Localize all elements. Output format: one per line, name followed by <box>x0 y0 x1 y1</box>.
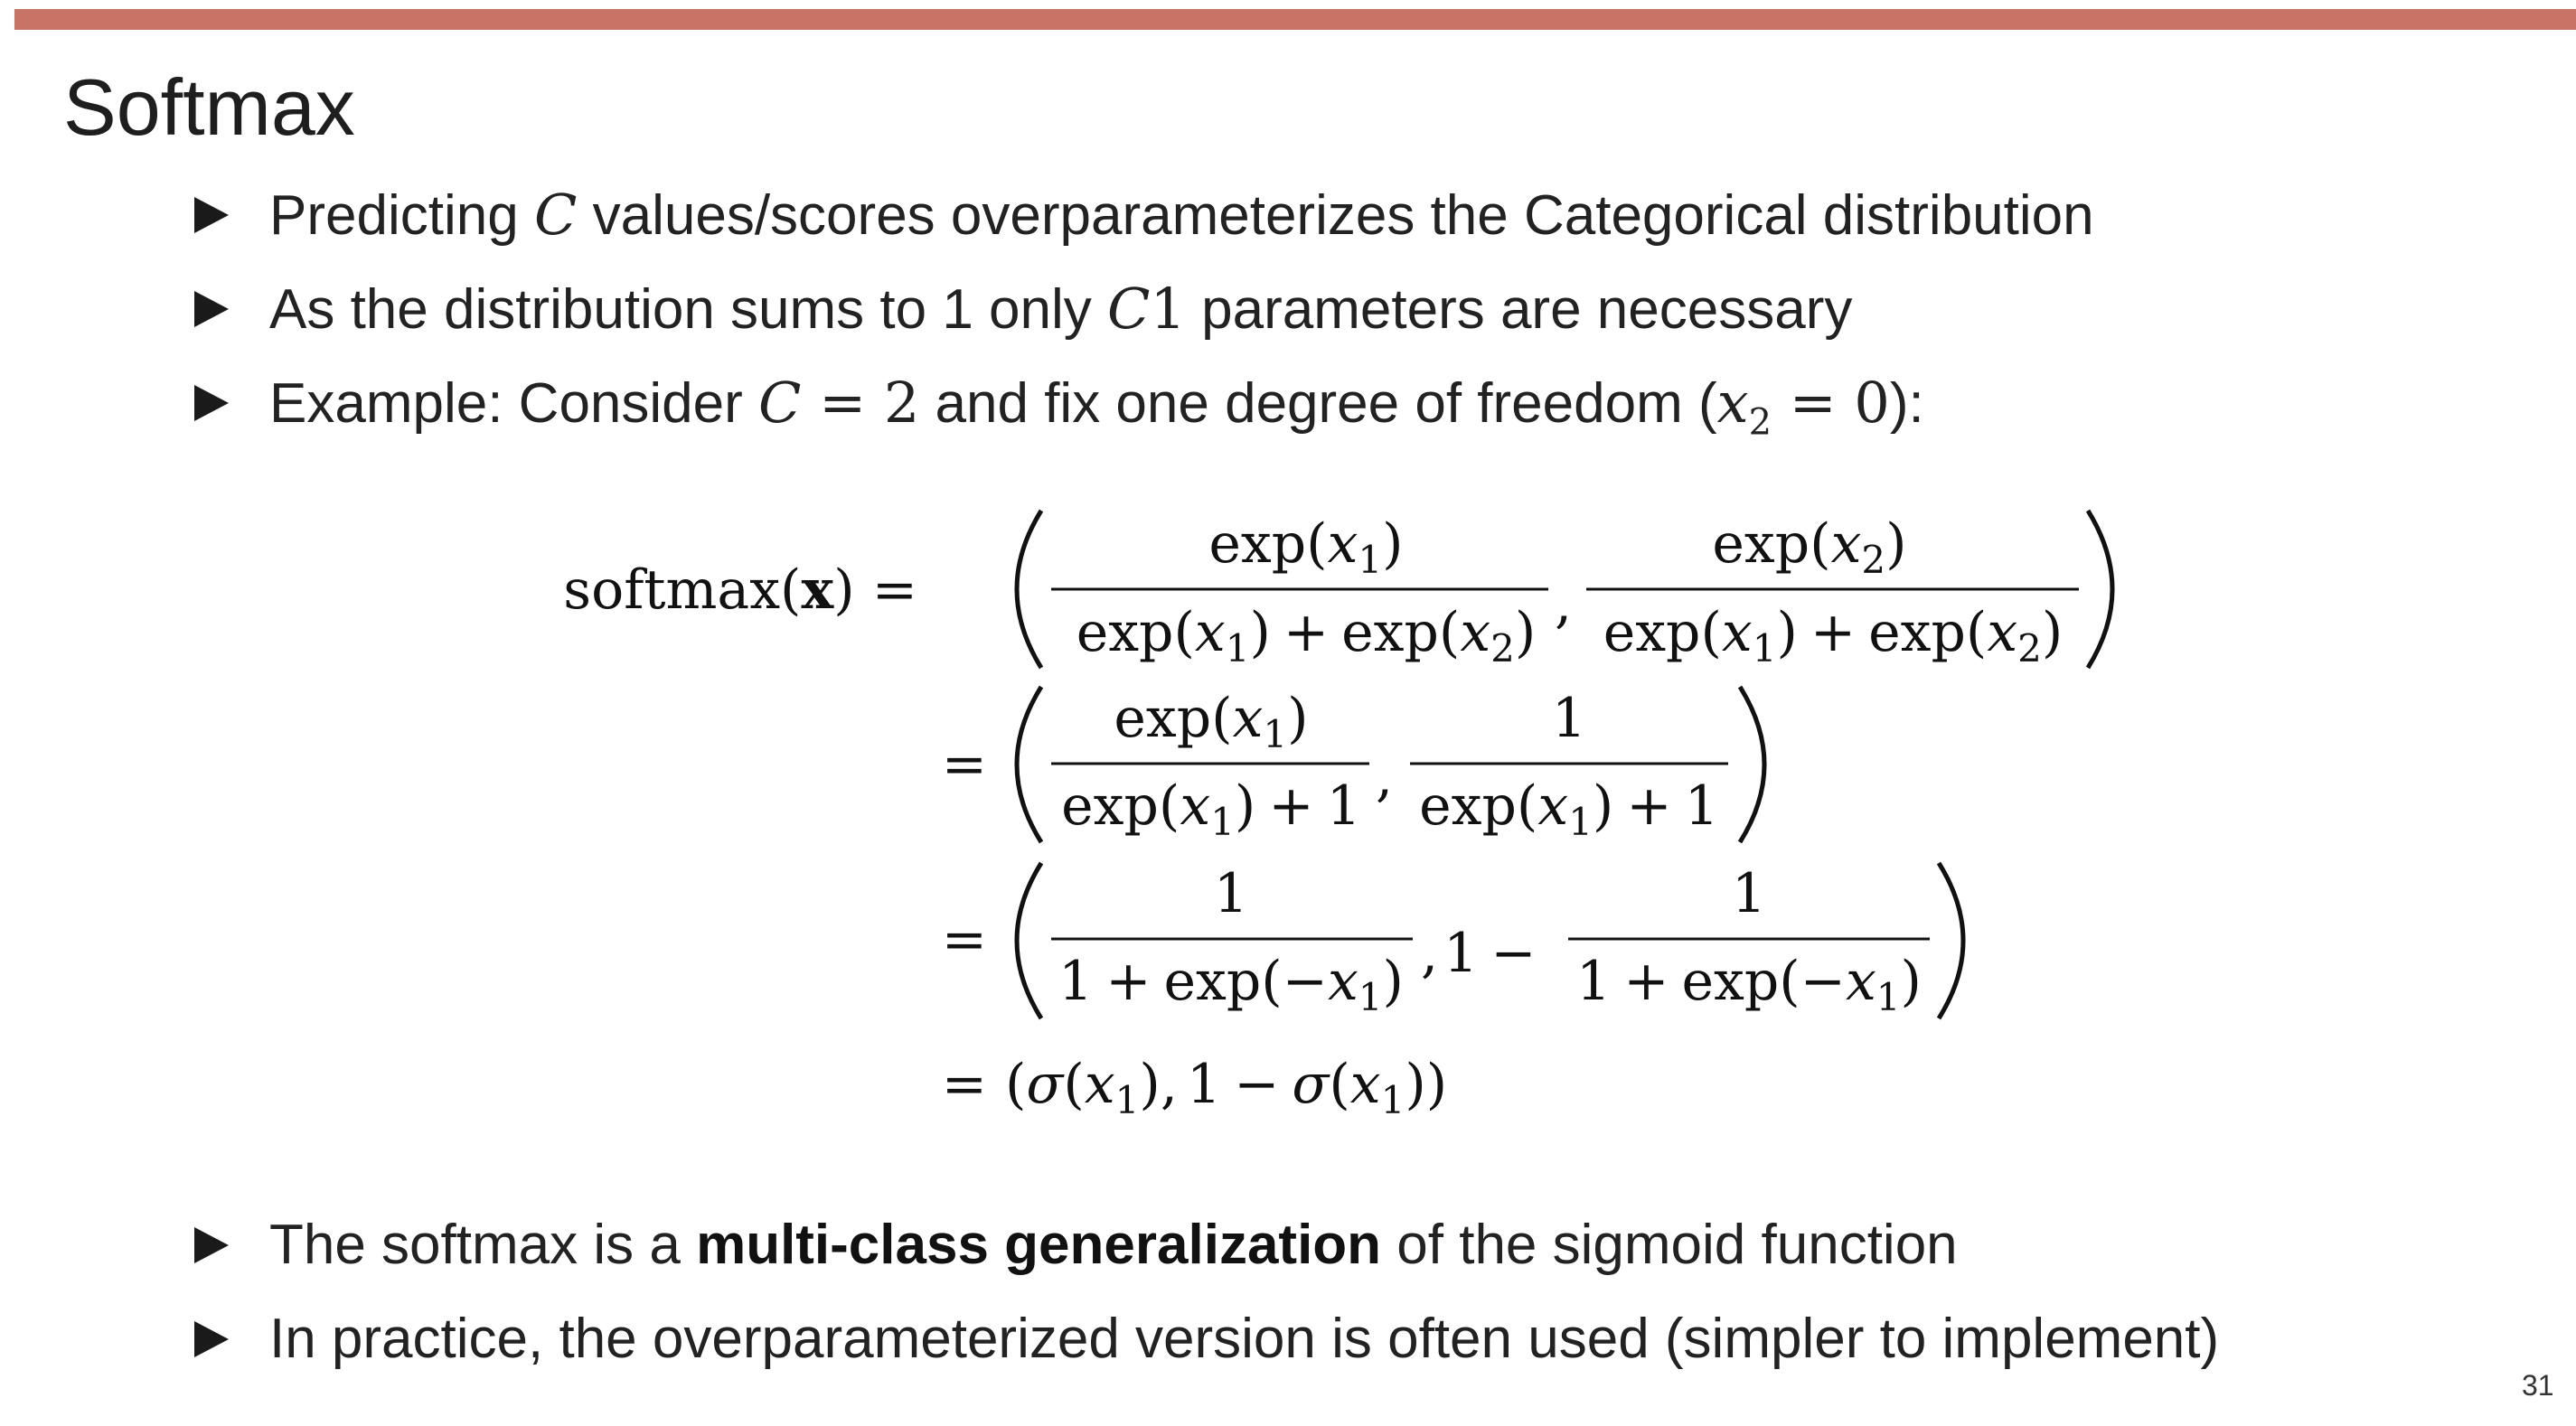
numerator-3: $\exp(x_1)$ <box>1114 687 1309 756</box>
denominator-6: $1 + \exp(-x_1)$ <box>1576 950 1922 1019</box>
numerator-5: 1 <box>1213 862 1249 925</box>
equation-row-2 <box>942 687 1764 844</box>
bullet-3-text: Example: Consider C = 2 and fix one degree of freedom $(x_2 = 0)$: <box>269 370 1924 444</box>
equals: = <box>941 1053 987 1116</box>
denominator-4: $\exp(x_1) + 1$ <box>1419 774 1719 844</box>
bullet-5-text: In practice, the overparameterized version is often used (simpler to implement) <box>269 1308 2220 1370</box>
equals: = <box>941 733 987 796</box>
slide-title: Softmax <box>63 62 355 152</box>
numerator-4: 1 <box>1551 687 1587 750</box>
bullet-1-text: Predicting C values/scores overparameterizes the Categorical distribution <box>269 182 2094 248</box>
sigma-result: ($\sigma(x_1)$, $1 - \sigma(x_1)$) <box>1005 1053 1448 1122</box>
equation-row-1 <box>563 511 2112 671</box>
right-paren <box>2088 511 2112 668</box>
equation-row-3 <box>942 862 1963 1019</box>
equation-row-4 <box>942 1053 1447 1122</box>
denominator-2: $\exp(x_1) + \exp(x_2)$ <box>1603 601 2064 671</box>
equation-lhs: softmax(x) = <box>563 558 917 622</box>
comma: , <box>1376 746 1394 809</box>
comma: , <box>1555 572 1573 635</box>
comma-one-minus: , 1 − <box>1421 922 1537 985</box>
bullet-2-text: As the distribution sums to 1 only C1 parameters are necessary <box>269 276 1853 342</box>
bullet-4-text: The softmax is a multi-class generalization of the sigmoid function <box>269 1214 1958 1276</box>
denominator-3: $\exp(x_1) + 1$ <box>1061 774 1361 844</box>
left-paren <box>1017 511 1041 668</box>
right-paren <box>1740 687 1764 842</box>
left-paren <box>1017 863 1041 1018</box>
equals: = <box>941 908 987 971</box>
left-paren <box>1017 687 1041 842</box>
denominator-1: $\exp(x_1) + \exp(x_2)$ <box>1076 601 1537 671</box>
numerator-6: 1 <box>1731 862 1767 925</box>
denominator-5: $1 + \exp(-x_1)$ <box>1058 950 1404 1019</box>
right-paren <box>1939 863 1963 1018</box>
page-number: 31 <box>2522 1369 2554 1402</box>
numerator-2: $\exp(x_2)$ <box>1712 512 1907 582</box>
numerator-1: $\exp(x_1)$ <box>1208 512 1404 582</box>
